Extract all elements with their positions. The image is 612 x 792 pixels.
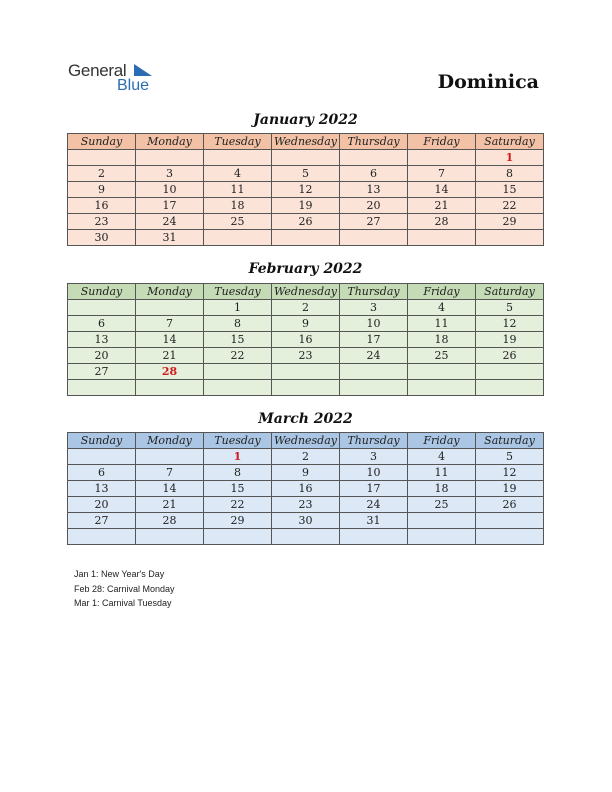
calendar-day-cell — [340, 150, 408, 166]
calendar-day-cell: 13 — [340, 182, 408, 198]
weekday-header: Friday — [408, 433, 476, 449]
calendar-day-cell: 7 — [136, 316, 204, 332]
weekday-header: Saturday — [476, 433, 544, 449]
calendar-day-cell — [204, 380, 272, 396]
calendar-day-cell: 28 — [408, 214, 476, 230]
calendar-day-cell: 14 — [136, 332, 204, 348]
calendar-day-cell — [136, 300, 204, 316]
calendar-day-cell: 30 — [68, 230, 136, 246]
calendar-day-cell: 16 — [272, 332, 340, 348]
calendar-day-cell — [136, 449, 204, 465]
calendar-day-cell: 16 — [68, 198, 136, 214]
calendar-day-cell: 27 — [68, 513, 136, 529]
calendar-day-cell: 18 — [204, 198, 272, 214]
calendar-day-cell — [408, 513, 476, 529]
weekday-header: Saturday — [476, 134, 544, 150]
calendar-day-cell: 20 — [68, 348, 136, 364]
calendar-march — [67, 432, 544, 545]
calendar-day-cell: 10 — [136, 182, 204, 198]
calendar-body — [68, 449, 544, 545]
calendar-day-cell — [476, 529, 544, 545]
calendar-week-row — [68, 198, 544, 214]
calendar-day-cell: 12 — [476, 316, 544, 332]
calendar-day-cell: 25 — [408, 348, 476, 364]
calendar-day-cell: 16 — [272, 481, 340, 497]
calendar-day-cell: 2 — [68, 166, 136, 182]
month-title-february: February 2022 — [248, 261, 363, 277]
calendar-day-cell: 1 — [204, 300, 272, 316]
calendar-day-cell: 22 — [204, 497, 272, 513]
calendar-day-cell — [272, 364, 340, 380]
calendar-day-cell — [408, 380, 476, 396]
calendar-day-cell — [68, 380, 136, 396]
calendar-day-cell — [408, 150, 476, 166]
calendar-day-cell — [204, 230, 272, 246]
brand-logo — [68, 61, 168, 95]
calendar-day-cell: 22 — [204, 348, 272, 364]
calendar-day-cell: 14 — [136, 481, 204, 497]
weekday-header: Monday — [136, 284, 204, 300]
calendar-day-cell — [408, 230, 476, 246]
weekday-header: Thursday — [340, 433, 408, 449]
calendar-day-cell: 7 — [136, 465, 204, 481]
brand-word-general: General — [68, 61, 127, 80]
calendar-day-cell: 4 — [408, 449, 476, 465]
calendar-week-row — [68, 348, 544, 364]
calendar-day-cell — [408, 529, 476, 545]
calendar-day-cell: 15 — [204, 332, 272, 348]
calendar-day-cell: 9 — [272, 316, 340, 332]
calendar-day-cell: 1 — [204, 449, 272, 465]
brand-word-blue: Blue — [117, 77, 150, 94]
weekday-header: Monday — [136, 433, 204, 449]
calendar-day-cell: 18 — [408, 332, 476, 348]
calendar-day-cell — [136, 380, 204, 396]
calendar-day-cell: 11 — [408, 465, 476, 481]
calendar-week-row — [68, 150, 544, 166]
calendar-day-cell: 28 — [136, 364, 204, 380]
calendar-day-cell: 29 — [204, 513, 272, 529]
calendar-day-cell: 12 — [272, 182, 340, 198]
calendar-day-cell: 1 — [476, 150, 544, 166]
calendar-day-cell: 22 — [476, 198, 544, 214]
holiday-item: Jan 1: New Year's Day — [74, 569, 165, 579]
calendar-day-cell: 4 — [204, 166, 272, 182]
weekday-header: Sunday — [68, 134, 136, 150]
calendar-day-cell: 2 — [272, 449, 340, 465]
calendar-day-cell — [476, 380, 544, 396]
weekday-header: Thursday — [340, 284, 408, 300]
calendar-day-cell: 17 — [340, 481, 408, 497]
calendar-day-cell: 21 — [408, 198, 476, 214]
calendar-day-cell — [136, 529, 204, 545]
calendar-week-row — [68, 364, 544, 380]
calendar-day-cell: 28 — [136, 513, 204, 529]
calendar-january — [67, 133, 544, 246]
calendar-day-cell: 23 — [272, 497, 340, 513]
calendar-day-cell: 13 — [68, 481, 136, 497]
weekday-header: Tuesday — [204, 433, 272, 449]
calendar-day-cell: 8 — [204, 465, 272, 481]
calendar-day-cell: 18 — [408, 481, 476, 497]
calendar-day-cell — [204, 529, 272, 545]
weekday-header: Wednesday — [272, 284, 340, 300]
calendar-day-cell: 15 — [476, 182, 544, 198]
calendar-day-cell — [272, 230, 340, 246]
calendar-week-row — [68, 529, 544, 545]
calendar-day-cell: 3 — [340, 449, 408, 465]
calendar-day-cell: 6 — [68, 316, 136, 332]
calendar-week-row — [68, 182, 544, 198]
weekday-header: Sunday — [68, 284, 136, 300]
calendar-week-row — [68, 214, 544, 230]
weekday-header-row — [68, 433, 544, 449]
weekday-header-row — [68, 284, 544, 300]
calendar-day-cell: 25 — [204, 214, 272, 230]
country-title: Dominica — [437, 71, 539, 93]
calendar-day-cell: 11 — [408, 316, 476, 332]
calendar-week-row — [68, 380, 544, 396]
calendar-day-cell: 14 — [408, 182, 476, 198]
calendar-day-cell: 26 — [476, 348, 544, 364]
calendar-day-cell: 5 — [476, 300, 544, 316]
calendar-day-cell: 21 — [136, 497, 204, 513]
calendar-day-cell: 3 — [136, 166, 204, 182]
calendar-day-cell — [272, 380, 340, 396]
weekday-header: Friday — [408, 134, 476, 150]
calendar-week-row — [68, 300, 544, 316]
calendar-day-cell: 10 — [340, 316, 408, 332]
calendar-day-cell: 24 — [340, 497, 408, 513]
weekday-header: Thursday — [340, 134, 408, 150]
holiday-item: Mar 1: Carnival Tuesday — [74, 598, 172, 608]
calendar-day-cell: 24 — [340, 348, 408, 364]
calendar-week-row — [68, 497, 544, 513]
calendar-week-row — [68, 465, 544, 481]
calendar-day-cell — [476, 364, 544, 380]
calendar-day-cell: 5 — [272, 166, 340, 182]
calendar-day-cell: 21 — [136, 348, 204, 364]
calendar-body — [68, 300, 544, 396]
calendar-day-cell: 26 — [476, 497, 544, 513]
calendar-day-cell — [340, 364, 408, 380]
calendar-week-row — [68, 513, 544, 529]
calendar-day-cell: 5 — [476, 449, 544, 465]
calendar-day-cell: 24 — [136, 214, 204, 230]
month-title-january: January 2022 — [253, 112, 358, 128]
calendar-february — [67, 283, 544, 396]
calendar-week-row — [68, 449, 544, 465]
calendar-day-cell — [68, 150, 136, 166]
calendar-day-cell — [204, 150, 272, 166]
weekday-header: Monday — [136, 134, 204, 150]
calendar-day-cell: 12 — [476, 465, 544, 481]
calendar-day-cell: 17 — [136, 198, 204, 214]
calendar-day-cell — [340, 230, 408, 246]
calendar-day-cell: 25 — [408, 497, 476, 513]
weekday-header-row — [68, 134, 544, 150]
calendar-day-cell: 20 — [68, 497, 136, 513]
calendar-day-cell: 6 — [340, 166, 408, 182]
calendar-day-cell — [476, 513, 544, 529]
calendar-day-cell: 29 — [476, 214, 544, 230]
calendar-day-cell: 10 — [340, 465, 408, 481]
calendar-day-cell: 11 — [204, 182, 272, 198]
brand-triangle-icon — [133, 63, 153, 77]
holiday-item: Feb 28: Carnival Monday — [74, 583, 175, 594]
calendar-day-cell: 9 — [272, 465, 340, 481]
calendar-day-cell: 9 — [68, 182, 136, 198]
calendar-day-cell — [204, 364, 272, 380]
calendar-day-cell: 3 — [340, 300, 408, 316]
calendar-week-row — [68, 316, 544, 332]
calendar-week-row — [68, 332, 544, 348]
calendar-day-cell: 23 — [68, 214, 136, 230]
holiday-list — [74, 567, 175, 611]
calendar-day-cell: 23 — [272, 348, 340, 364]
calendar-day-cell: 27 — [68, 364, 136, 380]
calendar-body — [68, 150, 544, 246]
calendar-day-cell: 19 — [272, 198, 340, 214]
weekday-header: Wednesday — [272, 134, 340, 150]
calendar-day-cell — [272, 150, 340, 166]
calendar-day-cell — [476, 230, 544, 246]
calendar-day-cell: 6 — [68, 465, 136, 481]
calendar-day-cell: 27 — [340, 214, 408, 230]
calendar-day-cell: 26 — [272, 214, 340, 230]
calendar-day-cell — [340, 380, 408, 396]
calendar-day-cell: 19 — [476, 332, 544, 348]
calendar-day-cell: 17 — [340, 332, 408, 348]
calendar-day-cell — [340, 529, 408, 545]
calendar-week-row — [68, 481, 544, 497]
weekday-header: Tuesday — [204, 284, 272, 300]
calendar-day-cell — [68, 449, 136, 465]
calendar-day-cell: 31 — [340, 513, 408, 529]
calendar-day-cell: 7 — [408, 166, 476, 182]
calendar-day-cell: 30 — [272, 513, 340, 529]
weekday-header: Tuesday — [204, 134, 272, 150]
calendar-day-cell — [408, 364, 476, 380]
calendar-day-cell: 13 — [68, 332, 136, 348]
calendar-day-cell: 8 — [204, 316, 272, 332]
calendar-day-cell: 2 — [272, 300, 340, 316]
calendar-day-cell: 31 — [136, 230, 204, 246]
calendar-day-cell — [68, 300, 136, 316]
calendar-day-cell: 19 — [476, 481, 544, 497]
month-title-march: March 2022 — [258, 411, 353, 427]
calendar-day-cell — [136, 150, 204, 166]
calendar-day-cell: 15 — [204, 481, 272, 497]
weekday-header: Wednesday — [272, 433, 340, 449]
calendar-day-cell: 20 — [340, 198, 408, 214]
weekday-header: Sunday — [68, 433, 136, 449]
calendar-week-row — [68, 230, 544, 246]
calendar-day-cell — [68, 529, 136, 545]
weekday-header: Saturday — [476, 284, 544, 300]
calendar-day-cell: 8 — [476, 166, 544, 182]
calendar-day-cell: 4 — [408, 300, 476, 316]
calendar-week-row — [68, 166, 544, 182]
calendar-day-cell — [272, 529, 340, 545]
weekday-header: Friday — [408, 284, 476, 300]
